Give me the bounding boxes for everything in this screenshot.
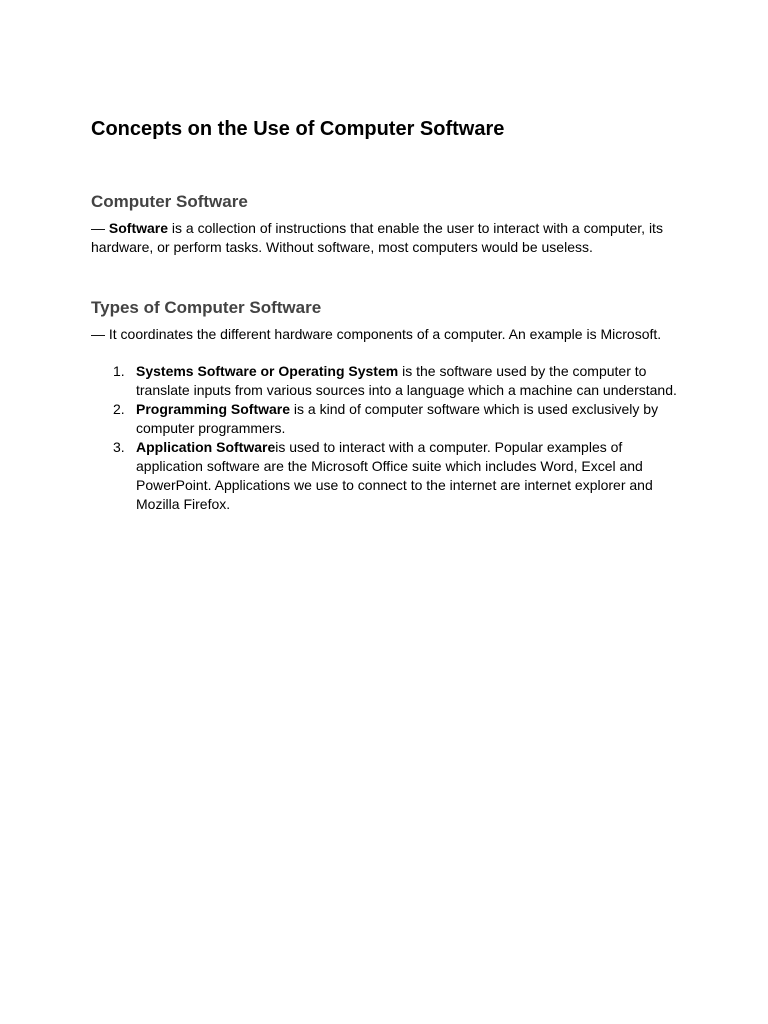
section-heading-computer-software: Computer Software [91, 192, 248, 211]
list-item-number: 2. [113, 401, 125, 417]
list-item [91, 362, 691, 400]
section-heading-types-of-software: Types of Computer Software [91, 298, 322, 317]
list-item-number: 1. [113, 363, 125, 379]
list-item-text: is used to interact with a computer. Popular examples of application software are the Microsoft Office suite which includes Word, Excel and PowerPoint. Applications we use to connect to the internet are internet explorer and Mozilla Firefox. [136, 439, 653, 512]
list-item-term: Application Software [136, 439, 276, 455]
software-types-list [91, 362, 691, 514]
types-intro-paragraph: — It coordinates the different hardware components of a computer. An example is Microsoft. [91, 326, 662, 342]
software-definition-paragraph [91, 219, 691, 257]
list-item [91, 438, 691, 514]
list-item-text: is a kind of computer software which is used exclusively by computer programmers. [136, 401, 659, 436]
list-item-term: Systems Software or Operating System [136, 363, 399, 379]
list-item-number: 3. [113, 439, 125, 455]
software-term: Software [108, 220, 169, 236]
list-item-text: is the software used by the computer to translate inputs from various sources into a language which a machine can understand. [136, 363, 677, 398]
list-item [91, 400, 691, 438]
page-title: Concepts on the Use of Computer Software [91, 118, 505, 140]
em-dash-prefix: — [91, 220, 109, 236]
software-definition-text: is a collection of instructions that enable the user to interact with a computer, its hardware, or perform tasks. Without software, most computers would be useless. [91, 220, 663, 255]
list-item-term: Programming Software [136, 401, 291, 417]
